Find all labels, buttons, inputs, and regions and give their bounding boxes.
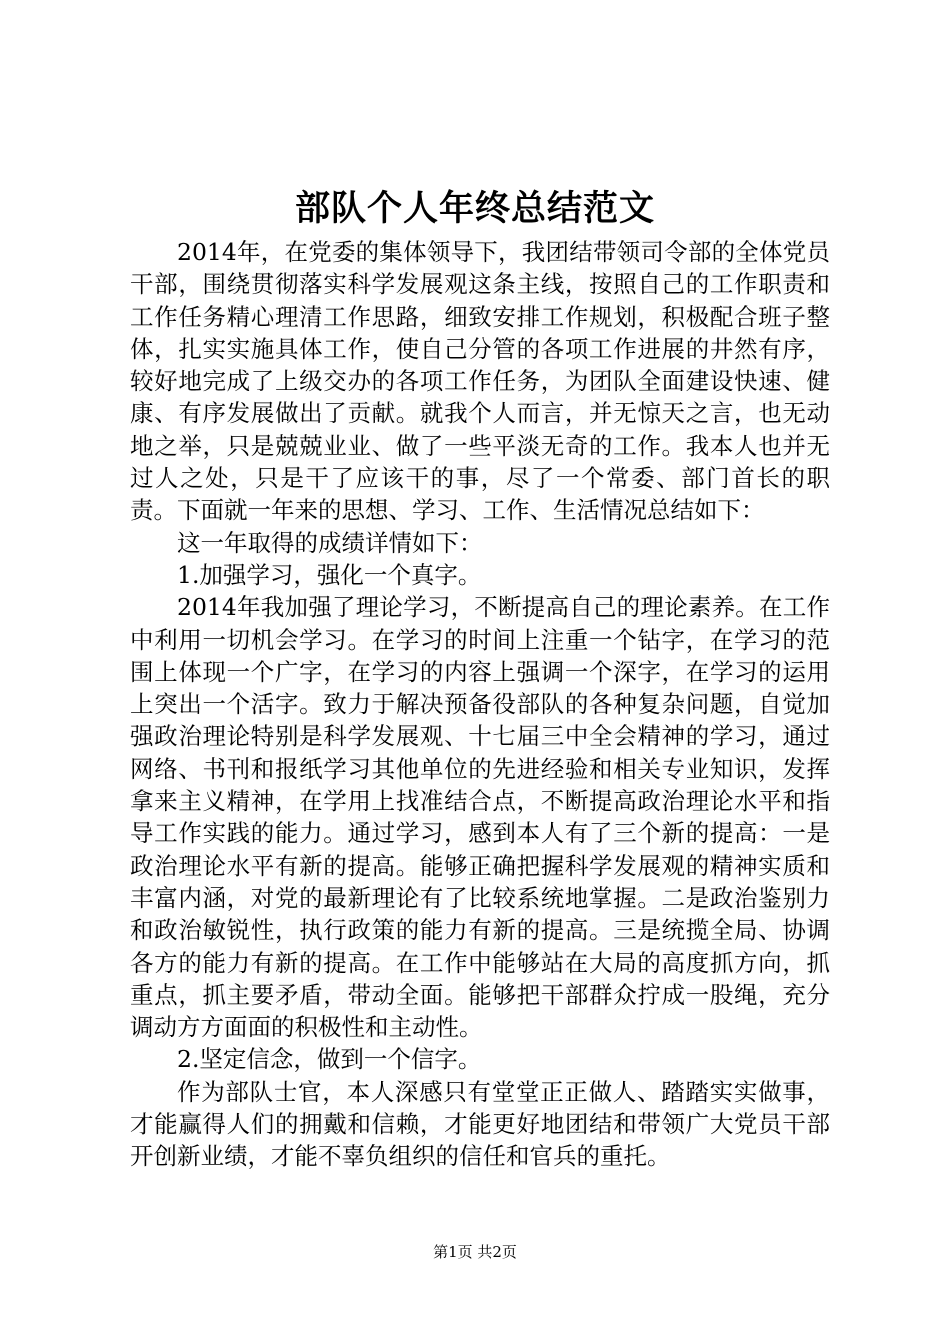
document-title: 部队个人年终总结范文: [294, 189, 655, 229]
page-footer: 第1页 共2页: [433, 1243, 517, 1261]
document-body: [130, 236, 830, 1173]
section-heading-belief: 2.坚定信念，做到一个信字。: [177, 1045, 482, 1074]
paragraph-achievements-lead: 这一年取得的成绩详情如下：: [177, 528, 483, 557]
paragraph-intro: 2014年，在党委的集体领导下，我团结带领司令部的全体党员干部，围绕贯彻落实科学发展观这条主线，按照自己的工作职责和工作任务精心理清工作思路，细致安排工作规划，积极配合班子整体，扎实实施具体工作，使自己分管的各项工作进展的井然有序，较好地完成了上级交办的各项工作任务，为团队全面建设快速、健康、有序发展做出了贡献。就我个人而言，并无惊天之言，也无动地之举，只是兢兢业业、做了一些平淡无奇的工作。我本人也并无过人之处，只是干了应该干的事，尽了一个常委、部门首长的职责。下面就一年来的思想、学习、工作、生活情况总结如下：: [130, 238, 830, 525]
paragraph-belief: 作为部队士官，本人深感只有堂堂正正做人、踏踏实实做事，才能赢得人们的拥戴和信赖，才能更好地团结和带领广大党员干部开创新业绩，才能不辜负组织的信任和官兵的重托。: [130, 1077, 830, 1171]
paragraph-study: 2014年我加强了理论学习，不断提高自己的理论素养。在工作中利用一切机会学习。在学习的时间上注重一个钻字，在学习的范围上体现一个广字，在学习的内容上强调一个深字，在学习的运用上突出一个活字。致力于解决预备役部队的各种复杂问题，自觉加强政治理论特别是科学发展观、十七届三中全会精神的学习，通过网络、书刊和报纸学习其他单位的先进经验和相关专业知识，发挥拿来主义精神，在学用上找准结合点，不断提高政治理论水平和指导工作实践的能力。通过学习，感到本人有了三个新的提高：一是政治理论水平有新的提高。能够正确把握科学发展观的精神实质和丰富内涵，对党的最新理论有了比较系统地掌握。二是政治鉴别力和政治敏锐性，执行政策的能力有新的提高。三是统揽全局、协调各方的能力有新的提高。在工作中能够站在大局的高度抓方向，抓重点，抓主要矛盾，带动全面。能够把干部群众拧成一股绳，充分调动方方面面的积极性和主动性。: [130, 593, 830, 1042]
section-heading-study: 1.加强学习，强化一个真字。: [177, 560, 482, 589]
